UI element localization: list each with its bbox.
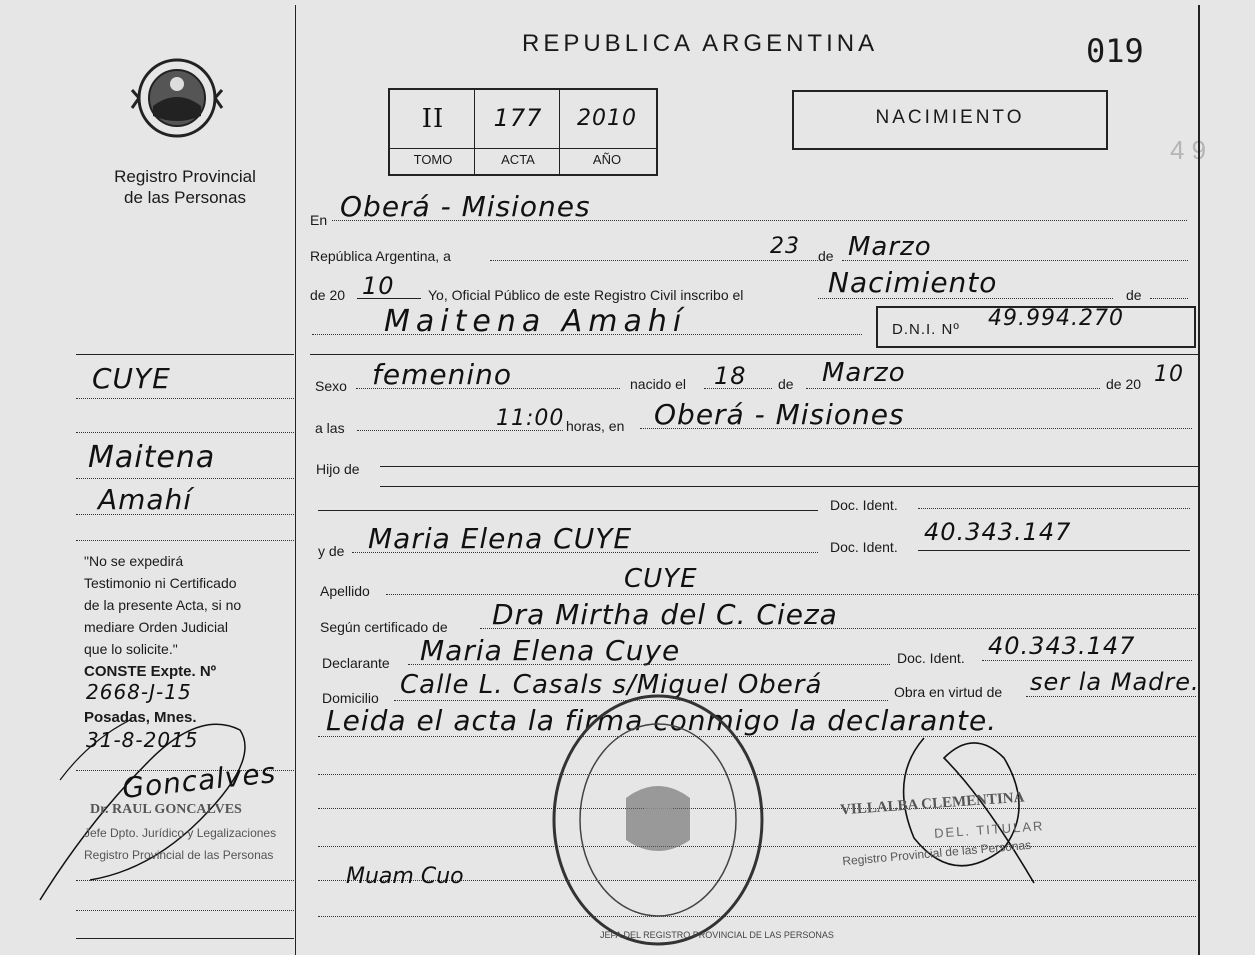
- officer-registry: Registro Provincial de las Personas: [841, 837, 1032, 869]
- mother-value: Maria Elena CUYE: [368, 522, 633, 555]
- sidebar-given-name-2: Amahí: [98, 483, 193, 516]
- registry-name: [80, 166, 290, 208]
- form-line: [332, 220, 1187, 221]
- mother-doc: 40.343.147: [924, 518, 1072, 546]
- sidebar-rule: [76, 354, 294, 355]
- form-line: [408, 664, 890, 665]
- sidebar-line: [76, 432, 294, 433]
- form-line: [640, 428, 1192, 429]
- acta-label: ACTA: [501, 152, 535, 167]
- official-signature: Goncalves: [120, 756, 278, 805]
- form-rule: [918, 550, 1190, 551]
- form-line: [357, 298, 421, 299]
- inscribo-label: Yo, Oficial Público de este Registro Civil inscribo el: [428, 287, 744, 303]
- form-line: [356, 388, 620, 389]
- official-name: Dr. RAUL GONCALVES: [90, 802, 242, 817]
- sidebar-line: [76, 880, 294, 881]
- official-stamp-icon: [548, 690, 768, 950]
- segun-label: Según certificado de: [320, 619, 448, 635]
- sexo-value: femenino: [372, 358, 512, 391]
- record-table-divider: [474, 88, 475, 174]
- de-label-2: de: [1126, 287, 1142, 303]
- left-border: [295, 5, 296, 955]
- form-line: [352, 552, 818, 553]
- en-value: Oberá - Misiones: [340, 190, 591, 223]
- form-line: [386, 594, 1200, 595]
- month-value: Marzo: [848, 232, 932, 262]
- sidebar-line: [76, 514, 294, 515]
- domicilio-label: Domicilio: [322, 690, 379, 706]
- conste-label: CONSTE Expte. Nº: [84, 663, 217, 680]
- form-line: [480, 628, 1196, 629]
- de20-label: de 20: [310, 287, 346, 303]
- doc-label-1: Doc. Ident.: [830, 497, 898, 513]
- birth-day: 18: [714, 362, 747, 390]
- doctor-value: Dra Mirtha del C. Cieza: [492, 598, 838, 631]
- form-rule: [310, 354, 1198, 355]
- sidebar-line: [76, 540, 294, 541]
- apellido-value: CUYE: [624, 564, 698, 594]
- form-line: [818, 298, 1113, 299]
- record-table-rule: [388, 148, 656, 149]
- notice-line: que lo solicite.": [84, 641, 178, 657]
- form-line: [918, 508, 1190, 509]
- en-label: En: [310, 212, 328, 228]
- anio-label: AÑO: [592, 152, 622, 167]
- act-type: NACIMIENTO: [875, 107, 1025, 128]
- form-line: [982, 660, 1192, 661]
- time-value: 11:00: [496, 406, 565, 431]
- de-label: de: [818, 248, 834, 264]
- notice-line: Testimonio ni Certificado: [84, 575, 237, 591]
- officer-name: VILLALBA CLEMENTINA: [839, 789, 1025, 819]
- obra-value: ser la Madre.: [1030, 668, 1200, 696]
- province-seal-icon: [128, 52, 226, 144]
- tomo-label: TOMO: [413, 152, 453, 167]
- conste-value: 2668-J-15: [86, 680, 192, 704]
- doc-label-3: Doc. Ident.: [897, 650, 965, 666]
- dni-label: D.N.I. Nº: [892, 321, 960, 338]
- domicilio-value: Calle L. Casals s/Miguel Oberá: [400, 670, 823, 700]
- official-title-1: Jefe Dpto. Jurídico y Legalizaciones: [84, 826, 277, 840]
- sidebar-notice: [84, 550, 241, 660]
- form-line: [490, 260, 818, 261]
- day-value: 23: [770, 234, 800, 259]
- form-rule: [380, 466, 1198, 467]
- de-label-3: de: [778, 376, 794, 392]
- apellido-label: Apellido: [320, 583, 370, 599]
- sidebar-line: [76, 398, 294, 399]
- sidebar-line: [76, 910, 294, 911]
- sidebar-surname: CUYE: [92, 362, 171, 395]
- officer-title: DEL. TITULAR: [933, 818, 1045, 841]
- sidebar-given-name-1: Maitena: [88, 440, 216, 475]
- page-number: 019: [1086, 32, 1144, 70]
- inscribo-value: Nacimiento: [828, 266, 998, 299]
- place-label: Posadas, Mnes.: [84, 709, 197, 726]
- republica-label: República Argentina, a: [310, 248, 451, 264]
- name-value: Maitena Amahí: [384, 304, 688, 339]
- sidebar-rule: [76, 938, 294, 939]
- sidebar-line: [76, 478, 294, 479]
- notice-line: "No se expedirá: [84, 553, 184, 569]
- tomo-value: II: [421, 104, 445, 134]
- horas-label: horas, en: [566, 418, 625, 434]
- alas-label: a las: [315, 420, 345, 436]
- acta-value: 177: [493, 104, 543, 132]
- form-line: [1026, 696, 1196, 697]
- dni-value: 49.994.270: [988, 306, 1124, 331]
- birth-month: Marzo: [822, 358, 906, 388]
- country-title: REPUBLICA ARGENTINA: [522, 30, 879, 57]
- nacido-label: nacido el: [630, 376, 687, 392]
- form-line: [1150, 298, 1188, 299]
- stamp-text: JEFA DEL REGISTRO PROVINCIAL DE LAS PERSONAS: [600, 930, 834, 940]
- right-border: [1198, 5, 1200, 955]
- anio-value: 2010: [577, 106, 637, 131]
- yde-label: y de: [318, 543, 345, 559]
- declarante-label: Declarante: [322, 655, 390, 671]
- de20-label-2: de 20: [1106, 376, 1142, 392]
- notice-line: mediare Orden Judicial: [84, 619, 228, 635]
- faint-mark: 4 9: [1170, 135, 1207, 165]
- notice-line: de la presente Acta, si no: [84, 597, 242, 613]
- declarante-value: Maria Elena Cuye: [420, 634, 681, 667]
- form-line: [842, 260, 1188, 261]
- record-table-divider: [559, 88, 560, 174]
- obra-label: Obra en virtud de: [894, 684, 1003, 700]
- hijo-label: Hijo de: [316, 461, 360, 477]
- registry-name-line2: de las Personas: [124, 188, 246, 207]
- doc-label-2: Doc. Ident.: [830, 539, 898, 555]
- sexo-label: Sexo: [315, 378, 347, 394]
- conste-date: 31-8-2015: [86, 728, 199, 752]
- registry-name-line1: Registro Provincial: [114, 167, 256, 186]
- form-line: [704, 388, 772, 389]
- declarant-signature: Muam Cuo: [346, 864, 464, 889]
- year-value: 10: [362, 272, 395, 300]
- form-rule: [380, 486, 1198, 487]
- birth-year: 10: [1154, 362, 1184, 387]
- form-line: [806, 388, 1100, 389]
- note-value: Leida el acta la firma conmigo la declarante.: [326, 704, 998, 737]
- declarante-doc: 40.343.147: [988, 632, 1136, 660]
- form-rule: [318, 510, 818, 511]
- birth-place: Oberá - Misiones: [654, 398, 905, 431]
- official-title-2: Registro Provincial de las Personas: [84, 848, 274, 862]
- form-line: [312, 334, 862, 335]
